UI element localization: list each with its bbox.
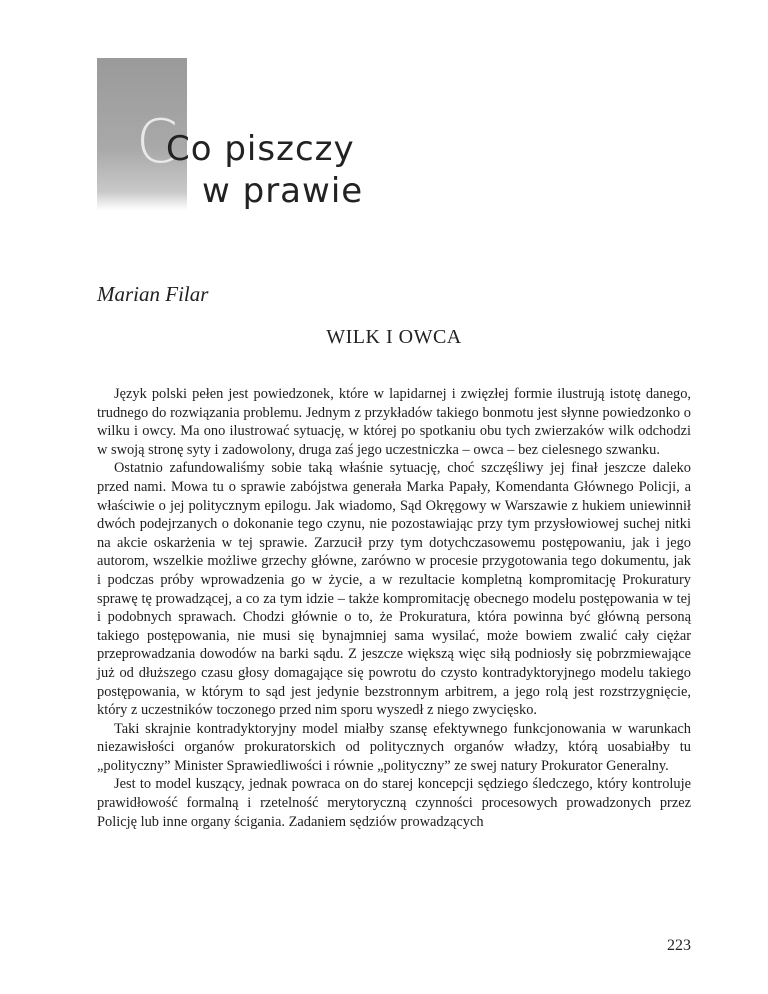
paragraph: Taki skrajnie kontradyktoryjny model miałby szansę efektywnego funkcjonowania w warunkach niezawisłości organów prokuratorskich od politycznych organów władzy, którą uosabiałby tu „polityczny” Minister Sprawiedliwości i równie „polityczny” ze swej natury Prokurator Generalny.	[97, 720, 691, 774]
paragraph: Język polski pełen jest powiedzonek, które w lapidarnej i zwięzłej formie ilustrują istotę danego, trudnego do rozwiązania problemu. Jednym z przykładów takiego bonmotu jest słynne powiedzonko o wilku i owcy. Ma ono ilustrować sytuację, w której po spotkaniu obu tych zwierzaków wilk odchodzi w swoją stronę syty i zadowolony, druga zaś jego uczestniczka – owca – bez cielesnego szwanku.	[97, 386, 691, 458]
section-heading: WILK I OWCA	[326, 326, 462, 348]
author-name: Marian Filar	[97, 282, 209, 306]
chapter-title-line-2: w prawie	[202, 171, 364, 211]
chapter-initial-letter: C	[136, 107, 178, 177]
paragraph: Ostatnio zafundowaliśmy sobie taką właśnie sytuację, choć szczęśliwy jej finał jeszcze daleko przed nami. Mowa tu o sprawie zabójstwa generała Marka Papały, Komendanta Głównego Policji, a właściwie o jej politycznym epilogu. Jak wiadomo, Sąd Okręgowy w Warszawie z hukiem uniewinnił dwóch podejrzanych o dokonanie tego czynu, nie pozostawiając przy tym przysłowiowej suchej nitki na akcie oskarżenia w tej sprawie. Zarzucił przy tym dotychczasowemu postępowaniu, jak i jego autorom, wszelkie możliwe grzechy główne, zarówno w procesie przygotowania tego dokumentu, jak i podczas próby wprowadzenia go w życie, a w rezultacie kompletną kompromitację Prokuratury sprawę tę prowadzącej, a co za tym idzie – także kompromitację obecnego modelu postępowania w tej i podobnych sprawach. Chodzi głównie o to, że Prokuratura, która powinna być główną personą takiego postępowania, nie musi się bynajmniej sama wysilać, może bowiem zwalić cały ciężar przeprowadzania dowodów na barki sądu. Z jeszcze większą więc siłą podniosły się pobrzmiewające już od dłuższego czasu głosy domagające się powrotu do czysto kontradyktoryjnego modelu takiego postępowania, w którym to sąd jest jedynie bezstronnym arbitrem, a jego rolą jest rozstrzygnięcie, który z uczestników toczonego przed nim sporu wyszedł z niego zwycięsko.	[97, 460, 691, 719]
paragraph: Jest to model kuszący, jednak powraca on do starej koncepcji sędziego śledczego, który kontroluje prawidłowość formalną i rzetelność merytoryczną czynności procesowych prowadzonych przez Policję lub inne organy ścigania. Zadaniem sędziów prowadzących	[97, 776, 691, 830]
page-number: 223	[667, 937, 691, 954]
article-body	[97, 385, 691, 831]
chapter-title-line-1: Co piszczy	[166, 129, 355, 169]
